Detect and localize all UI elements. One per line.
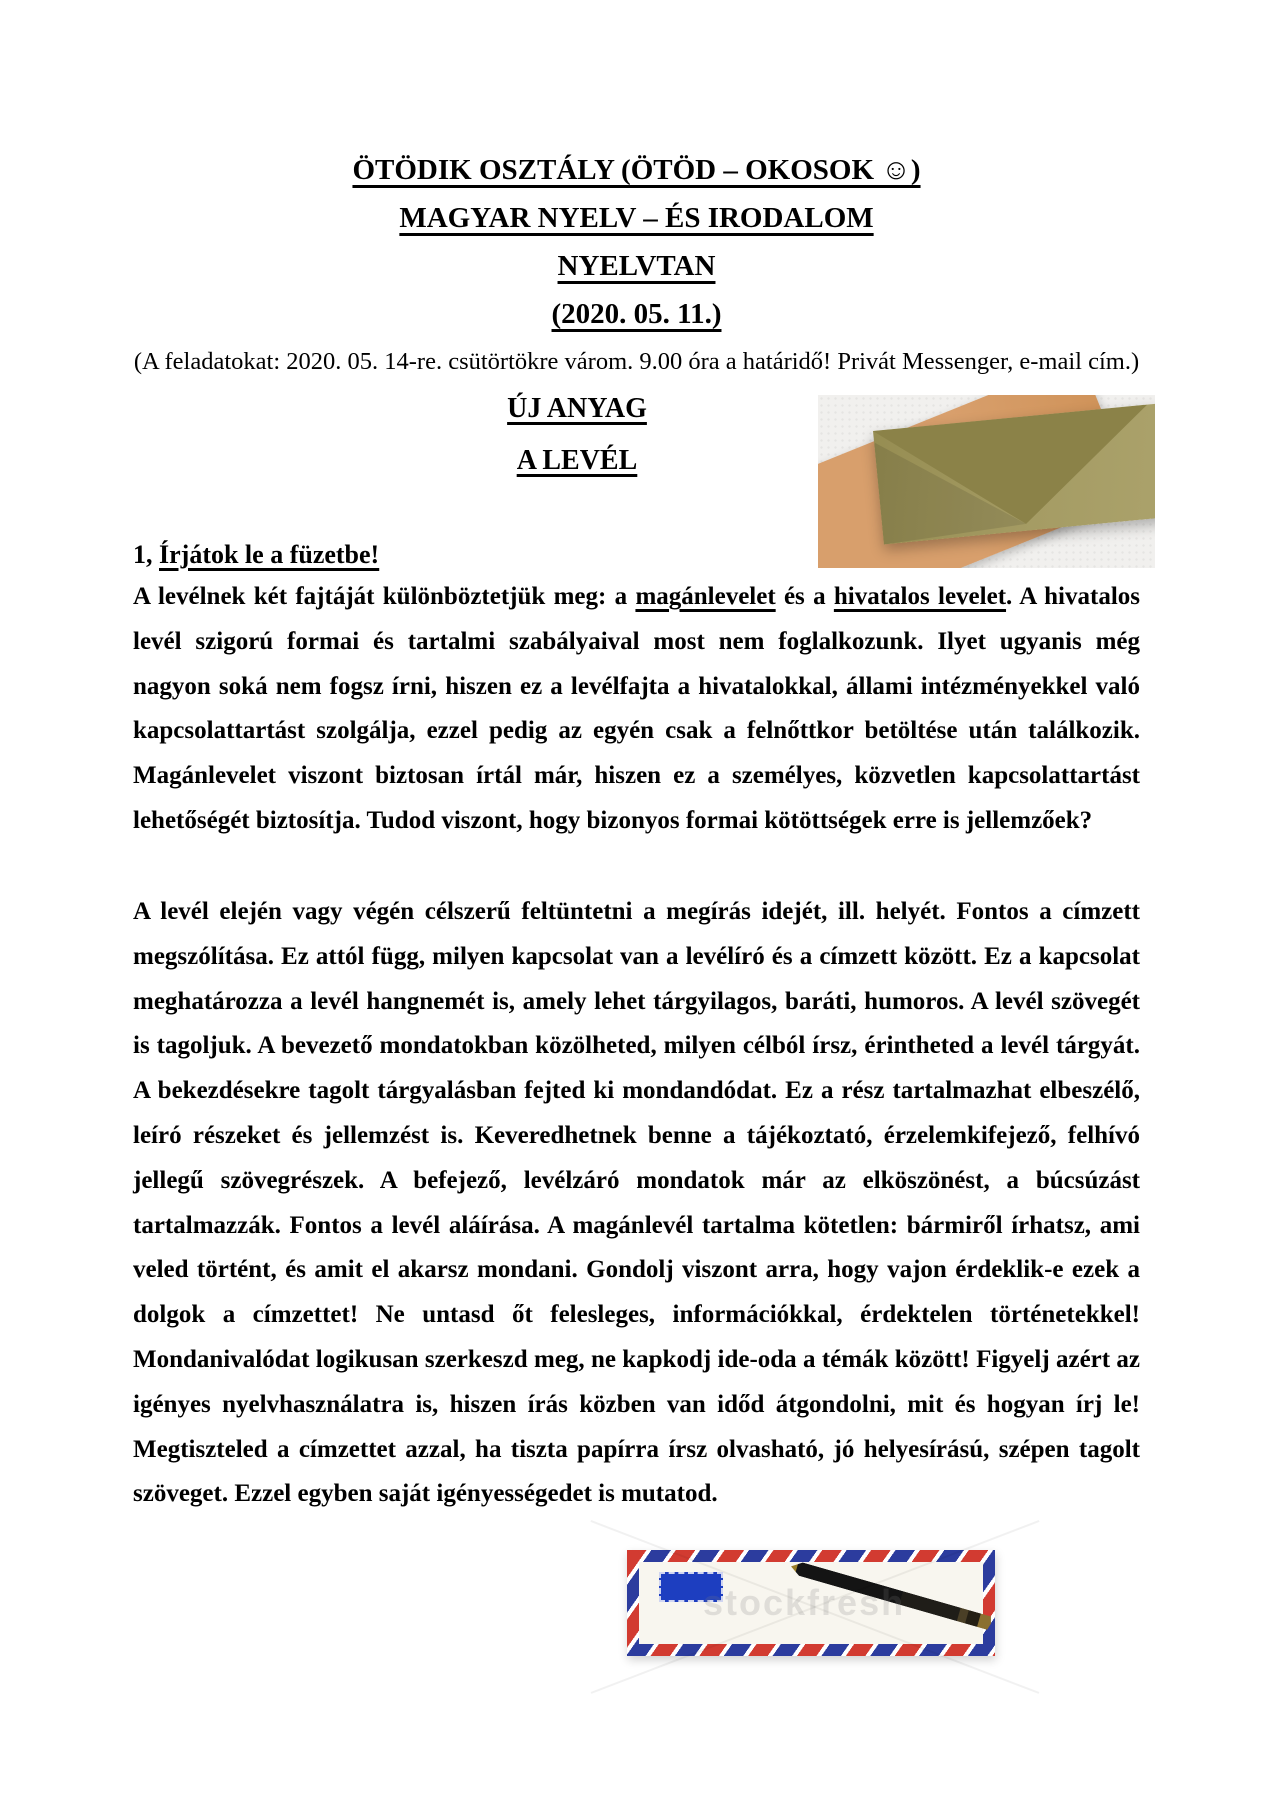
title-block — [0, 156, 1273, 348]
paragraph-segment: és a — [775, 583, 834, 610]
task-heading — [133, 540, 379, 570]
doc-title-line-2 — [0, 204, 1273, 233]
deadline-note: (A feladatokat: 2020. 05. 14-re. csütörtökre várom. 9.00 óra a határidő! Privát Messenger, e-mail cím.) — [133, 348, 1140, 375]
paragraph-segment: hivatalos levelet — [833, 583, 1007, 610]
paragraph-segment: magánlevelet — [635, 583, 776, 610]
paragraph-segment: A levél elején vagy végén célszerű feltüntetni a megírás idejét, ill. helyét. Fontos a címzett megszólítása. Ez attól függ, milyen kapcsolat van a levélíró és a címzett között. Ez a kapcsolat meghatározza a levél hangnemét is, amely lehet tárgyilagos, baráti, humoros. A levél szövegét is tagoljuk. A bevezető mondatokban közölheted, milyen célból írsz, érintheted a levél tárgyát. A bekezdésekre tagolt tárgyalásban fejted ki mondandódat. Ez a rész tartalmazhat elbeszélő, leíró részeket és jellemzést is. Keveredhetnek benne a tájékoztató, érzelemkifejező, felhívó jellegű szövegrészek. A befejező, levélzáró mondatok már az elköszönést, a búcsúzást tartalmazzák. Fontos a levél aláírása. A magánlevél tartalma kötetlen: bármiről írhatsz, ami veled történt, és amit el akarsz mondani. Gondolj viszont arra, hogy vajon érdeklik-e ezek a dolgok a címzettet! Ne untasd őt felesleges, információkkal, érdektelen történetekkel! Mondanivalódat logikusan szerkeszd meg, ne kapkodj ide-oda a témák között! Figyelj azért az igényes nyelvhasználatra is, hiszen írás közben van időd átgondolni, mit és hogyan írj le! Megtiszteled a címzettet azzal, ha tiszta papírra írsz olvasható, jó helyesírású, szépen tagolt szöveget. Ezzel egyben saját igényességedet is mutatod. — [133, 898, 1140, 1508]
paragraph-letter-structure — [133, 890, 1140, 1517]
envelopes-photo — [818, 395, 1155, 568]
doc-title-text-1: ÖTÖDIK OSZTÁLY (ÖTÖD – OKOSOK ☺) — [352, 154, 921, 186]
doc-title-line-1 — [0, 156, 1273, 185]
heading-new-material-text: ÚJ ANYAG — [507, 393, 647, 424]
airmail-envelope-photo — [605, 1526, 1020, 1700]
doc-title-line-4 — [0, 300, 1273, 329]
doc-title-text-4: (2020. 05. 11.) — [551, 298, 722, 330]
heading-topic-text: A LEVÉL — [516, 445, 638, 476]
watermark-text: stockfresh — [703, 1582, 906, 1623]
paragraph-segment: A levélnek két fajtáját különböztetjük meg: a — [133, 583, 636, 610]
paragraph-segment: . A hivatalos levél szigorú formai és tartalmi szabályaival most nem foglalkozunk. Ilyet ugyanis még nagyon soká nem fogsz írni, hiszen ez a levélfajta a hivatalokkal, állami intézményekkel való kapcsolattartást szolgálja, ezzel pedig az egyén csak a felnőttkor betöltése után találkozik. Magánlevelet viszont biztosan írtál már, hiszen ez a személyes, közvetlen kapcsolattartást lehetőségét biztosítja. Tudod viszont, hogy bizonyos formai kötöttségek erre is jellemzőek? — [133, 583, 1141, 834]
task-number: 1, — [133, 540, 159, 569]
task-instruction: Írjátok le a füzetbe! — [159, 540, 380, 569]
doc-title-text-3: NYELVTAN — [557, 250, 716, 282]
doc-title-line-3 — [0, 252, 1273, 281]
doc-title-text-2: MAGYAR NYELV – ÉS IRODALOM — [399, 202, 874, 234]
paragraph-letter-types — [133, 575, 1140, 844]
